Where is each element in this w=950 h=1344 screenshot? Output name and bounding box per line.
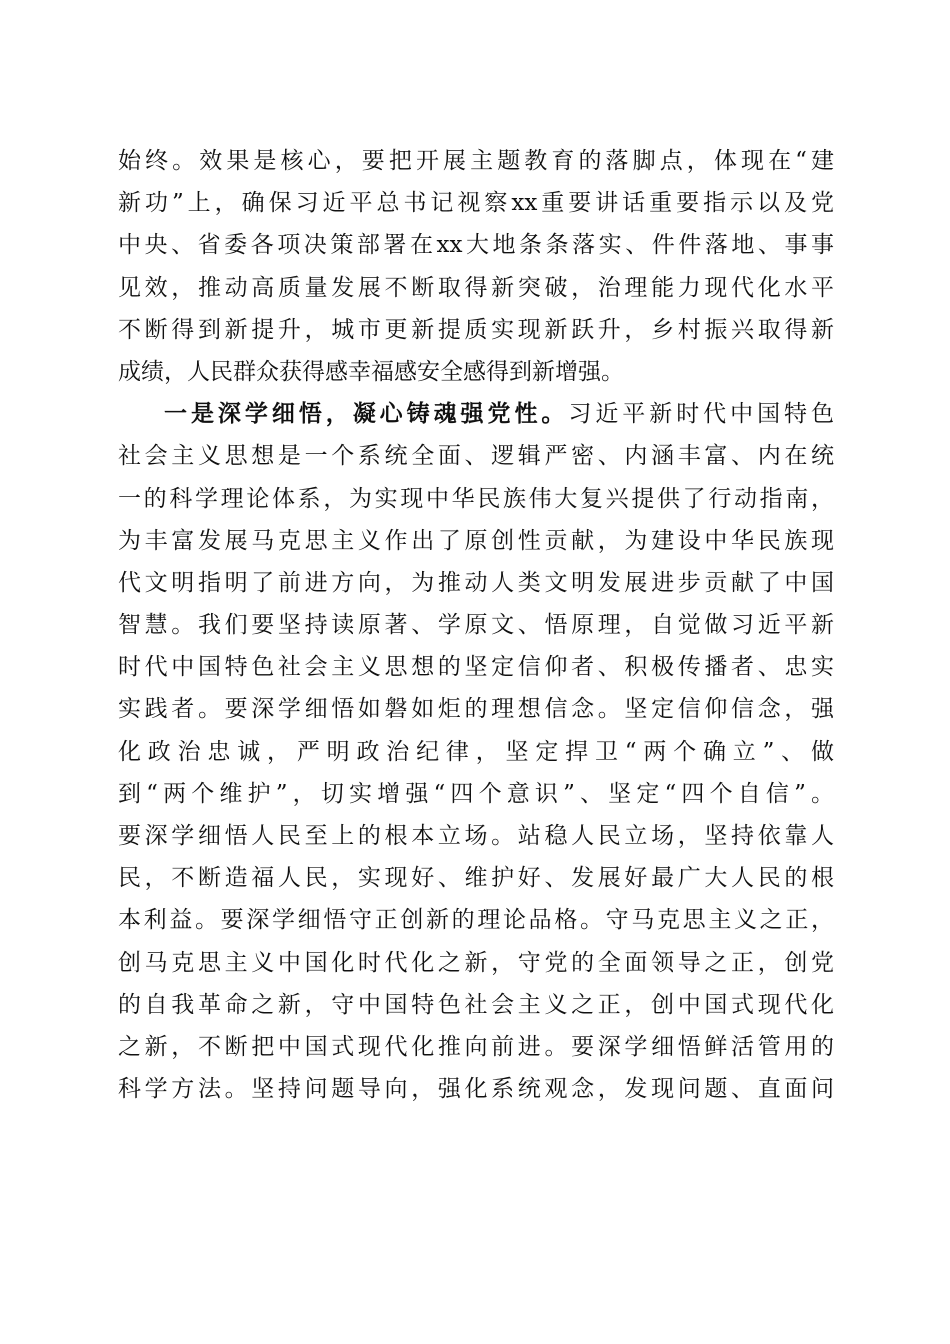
text-line: 民，不断造福人民，实现好、维护好、发展好最广大人民的根 [118, 865, 834, 892]
text-line: 要深学细悟人民至上的根本立场。站稳人民立场，坚持依靠人 [118, 823, 834, 849]
heading-line-rest: 习近平新时代中国特色 [568, 401, 835, 428]
text-line: 实践者。要深学细悟如磐如炬的理想信念。坚定信仰信念，强 [118, 696, 834, 723]
text-line: 时代中国特色社会主义思想的坚定信仰者、积极传播者、忠实 [118, 654, 834, 681]
paragraph-2 [118, 393, 834, 1110]
text-line: 中央、省委各项决策部署在xx大地条条落实、件件落地、事事 [118, 232, 834, 259]
text-line: 一的科学理论体系，为实现中华民族伟大复兴提供了行动指南， [118, 485, 834, 512]
text-line: 代文明指明了前进方向，为推动人类文明发展进步贡献了中国 [118, 569, 834, 596]
text-line: 新功”上，确保习近平总书记视察xx重要讲话重要指示以及党 [118, 190, 834, 217]
text-line [118, 393, 834, 435]
text-line: 创马克思主义中国化时代化之新，守党的全面领导之正，创党 [118, 949, 834, 976]
text-line: 社会主义思想是一个系统全面、逻辑严密、内涵丰富、内在统 [118, 443, 834, 470]
text-line: 不断得到新提升，城市更新提质实现新跃升，乡村振兴取得新 [118, 316, 834, 343]
text-line: 的自我革命之新，守中国特色社会主义之正，创中国式现代化 [118, 991, 834, 1018]
text-line: 始终。效果是核心，要把开展主题教育的落脚点，体现在“建 [118, 148, 834, 174]
text-line: 成绩，人民群众获得感幸福感安全感得到新增强。 [118, 358, 624, 385]
text-line: 科学方法。坚持问题导向，强化系统观念，发现问题、直面问 [118, 1076, 834, 1103]
paragraph-heading: 一是深学细悟，凝心铸魂强党性。 [164, 400, 569, 428]
text-line: 本利益。要深学细悟守正创新的理论品格。守马克思主义之正， [118, 907, 834, 934]
document-page [118, 140, 834, 1110]
text-line: 智慧。我们要坚持读原著、学原文、悟原理，自觉做习近平新 [118, 612, 834, 639]
text-line: 为丰富发展马克思主义作出了原创性贡献，为建设中华民族现 [118, 527, 834, 554]
text-line: 到“两个维护”，切实增强“四个意识”、坚定“四个自信”。 [118, 780, 834, 807]
paragraph-1 [118, 140, 834, 393]
text-line: 见效，推动高质量发展不断取得新突破，治理能力现代化水平 [118, 274, 834, 301]
text-line: 之新，不断把中国式现代化推向前进。要深学细悟鲜活管用的 [118, 1033, 834, 1060]
text-line: 化政治忠诚，严明政治纪律，坚定捍卫“两个确立”、做 [118, 738, 834, 765]
